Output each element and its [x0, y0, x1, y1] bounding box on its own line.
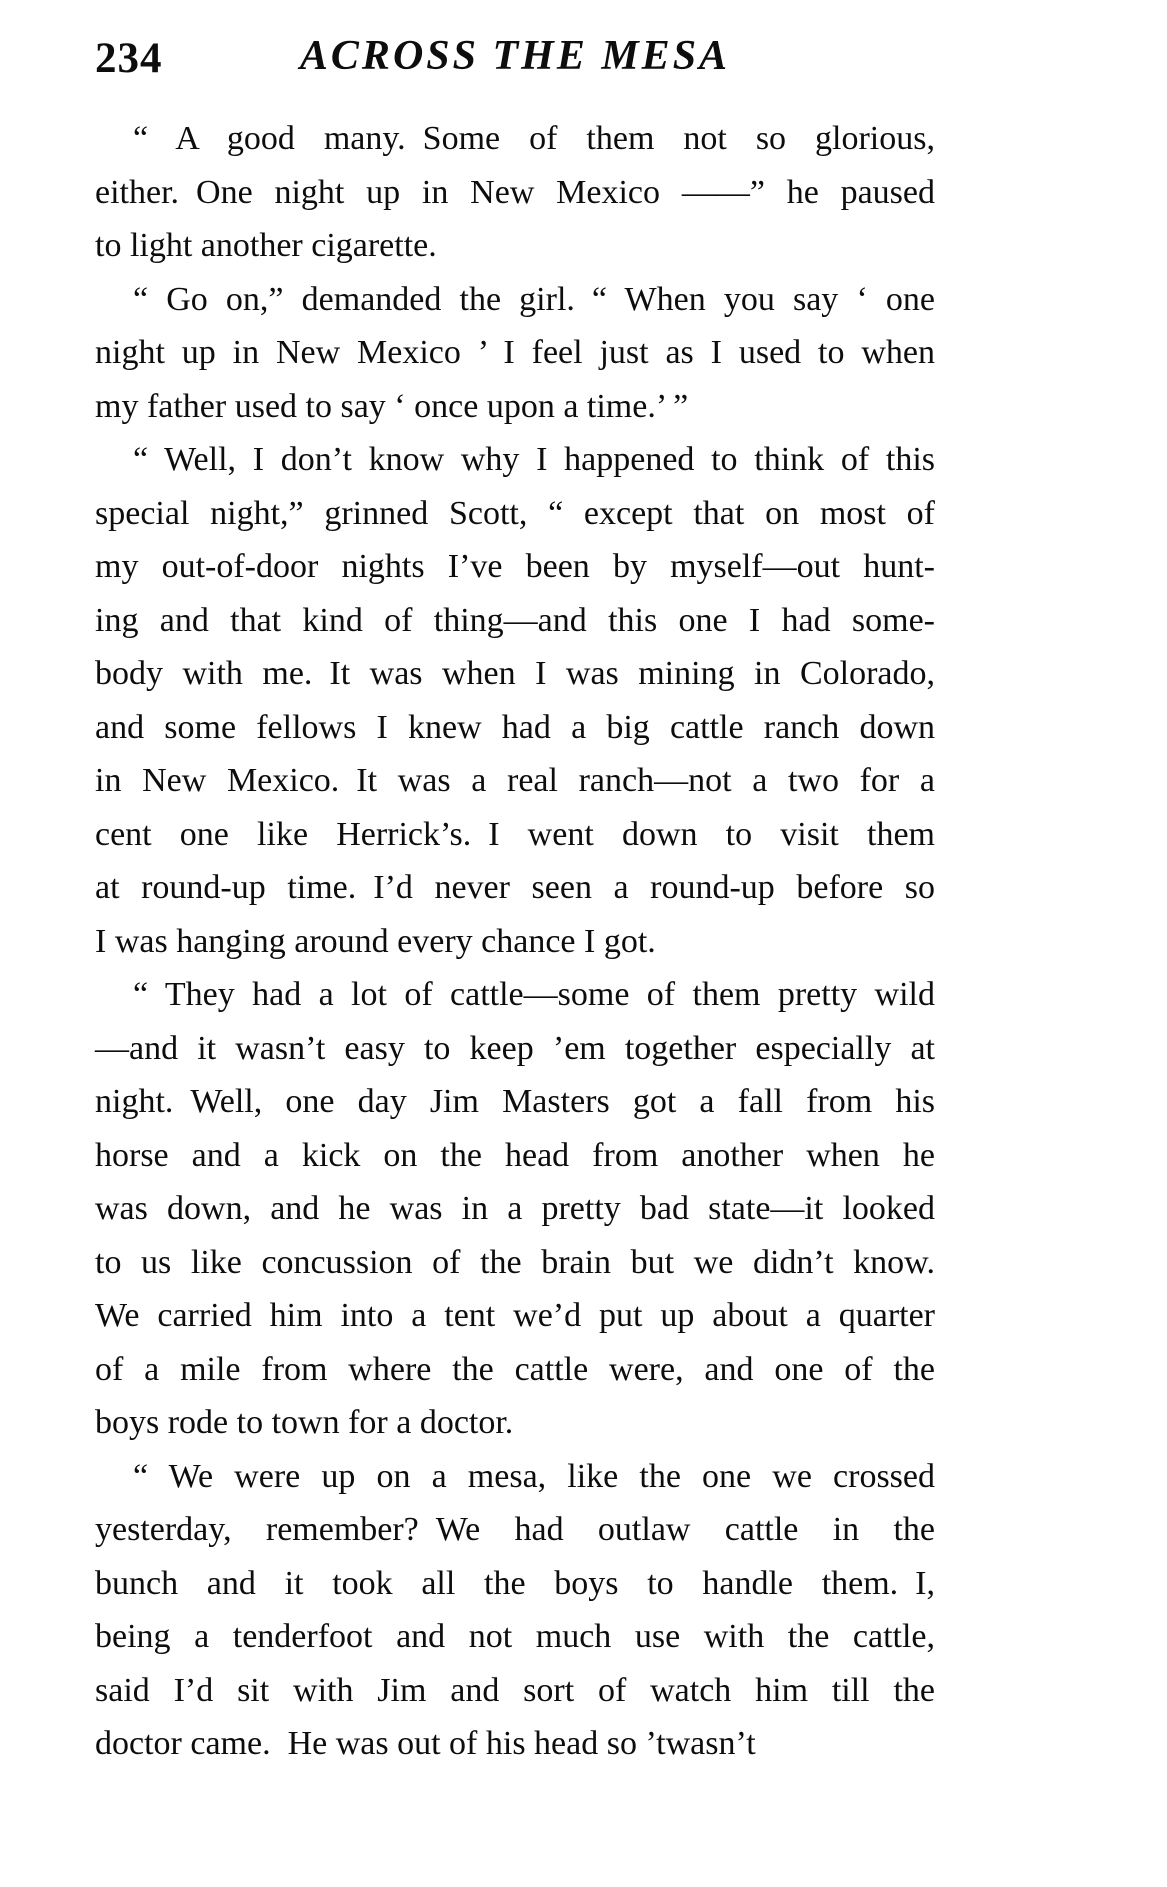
text-line: to light another cigarette.	[95, 227, 437, 264]
text-line: being a tenderfoot and not much use with the cattle,	[95, 1618, 935, 1655]
text-line: bunch and it took all the boys to handle them. I,	[95, 1564, 935, 1602]
text-line: at round-up time. I’d never seen a round-up before so	[95, 869, 935, 906]
text-line: doctor came. He was out of his head so ’twasn’t	[95, 1725, 756, 1762]
text-line: “ Go on,” demanded the girl. “ When you say ‘ one	[133, 280, 935, 318]
page-header	[95, 32, 935, 88]
text-line: cent one like Herrick’s. I went down to visit them	[95, 815, 935, 853]
running-title: ACROSS THE MESA	[299, 33, 731, 79]
paragraph	[95, 968, 935, 1450]
text-line: “ A good many. Some of them not so glorious,	[133, 120, 935, 157]
text-line: in New Mexico. It was a real ranch—not a two for a	[95, 762, 935, 799]
text-line: horse and a kick on the head from another when he	[95, 1136, 935, 1174]
text-line: to us like concussion of the brain but we didn’t know.	[95, 1243, 935, 1281]
text-line: ing and that kind of thing—and this one I had some-	[95, 601, 935, 639]
text-line: We carried him into a tent we’d put up about a quarter	[95, 1297, 935, 1334]
paragraph	[95, 433, 935, 968]
text-line: either. One night up in New Mexico ——” he paused	[95, 173, 935, 211]
text-line: said I’d sit with Jim and sort of watch him till the	[95, 1671, 935, 1709]
text-line: of a mile from where the cattle were, and one of the	[95, 1350, 935, 1388]
text-line: boys rode to town for a doctor.	[95, 1404, 514, 1441]
body-text	[95, 112, 935, 1771]
text-line: yesterday, remember? We had outlaw cattle in the	[95, 1511, 935, 1548]
paragraph	[95, 273, 935, 434]
page-number: 234	[95, 35, 163, 82]
paragraph	[95, 1450, 935, 1771]
text-line: was down, and he was in a pretty bad state—it looked	[95, 1190, 935, 1227]
text-line: my out-of-door nights I’ve been by myself—out hunt-	[95, 548, 935, 585]
text-line: night up in New Mexico ’ I feel just as I used to when	[95, 334, 935, 371]
text-line: night. Well, one day Jim Masters got a fall from his	[95, 1083, 935, 1120]
paragraph	[95, 112, 935, 273]
text-line: body with me. It was when I was mining in Colorado,	[95, 655, 935, 692]
text-line: special night,” grinned Scott, “ except that on most of	[95, 494, 935, 532]
text-line: “ They had a lot of cattle—some of them pretty wild	[133, 976, 935, 1013]
text-line: “ Well, I don’t know why I happened to think of this	[133, 441, 935, 478]
text-line: my father used to say ‘ once upon a time.’ ”	[95, 387, 689, 425]
text-line: and some fellows I knew had a big cattle ranch down	[95, 708, 935, 746]
text-line: —and it wasn’t easy to keep ’em together especially at	[95, 1029, 935, 1067]
text-line: I was hanging around every chance I got.	[95, 922, 656, 960]
text-line: “ We were up on a mesa, like the one we crossed	[133, 1457, 935, 1495]
